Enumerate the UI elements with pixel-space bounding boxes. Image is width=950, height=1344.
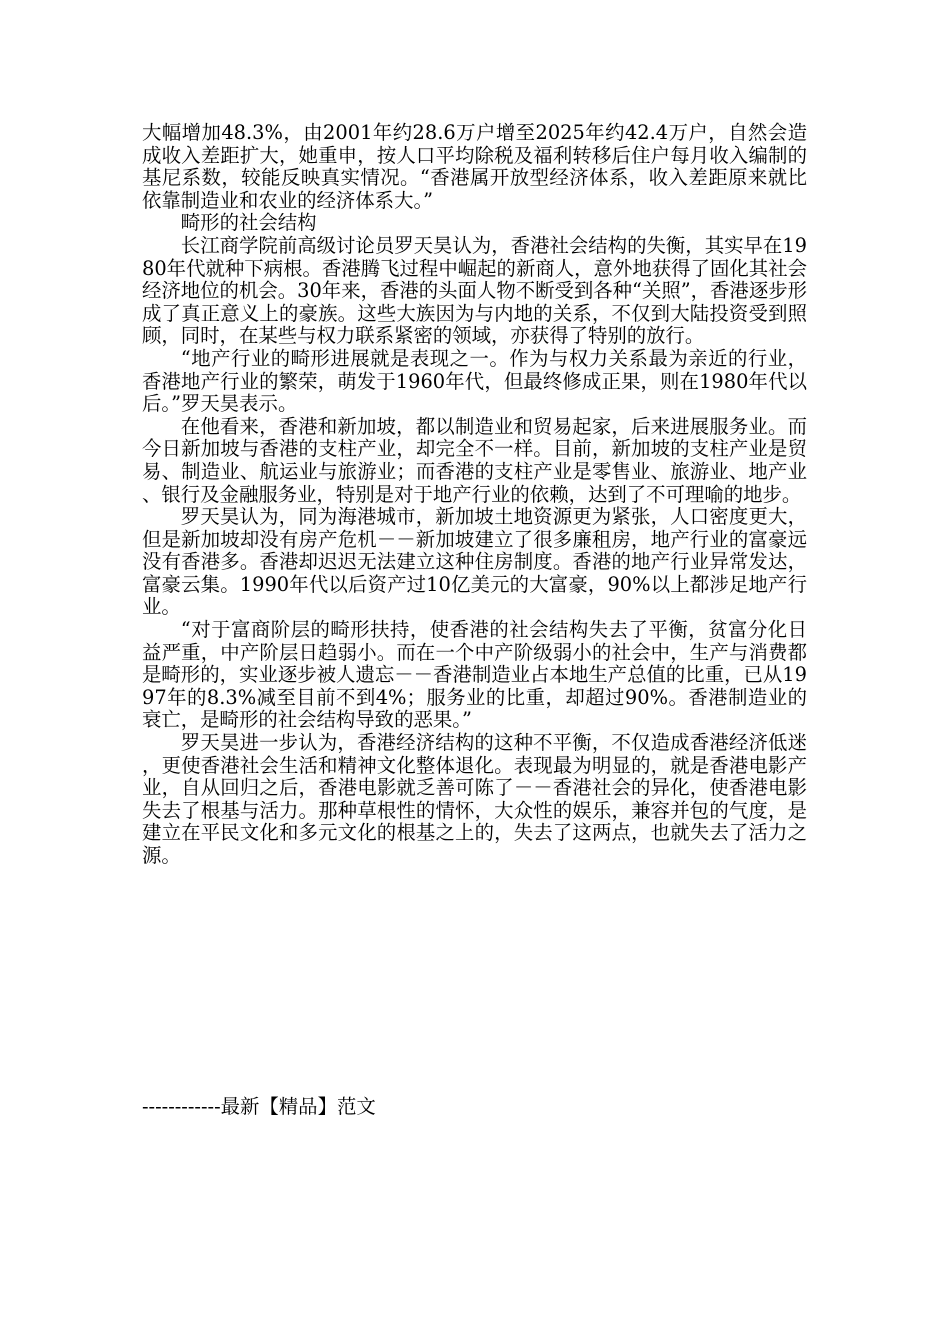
- paragraph: “地产行业的畸形进展就是表现之一。作为与权力关系最为亲近的行业，香港地产行业的繁荣，萌发于1960年代，但最终修成正果，则在1980年代以后。”罗天昊表示。: [142, 346, 807, 416]
- section-heading: 畸形的社会结构: [180, 211, 317, 235]
- paragraph: 罗天昊认为，同为海港城市，新加坡土地资源更为紧张，人口密度更大，但是新加坡却没有房产危机－－新加坡建立了很多廉租房，地产行业的富豪远没有香港多。香港却迟迟无法建立这种住房制度。香港的地产行业异常发达，富豪云集。1990年代以后资产过10亿美元的大富豪，90%以上都涉足地产行业。: [142, 505, 807, 619]
- paragraph: 在他看来，香港和新加坡，都以制造业和贸易起家，后来进展服务业。而今日新加坡与香港的支柱产业，却完全不一样。目前，新加坡的支柱产业是贸易、制造业、航运业与旅游业；而香港的支柱产业是零售业、旅游业、地产业、银行及金融服务业，特别是对于地产行业的依赖，达到了不可理喻的地步。: [142, 414, 807, 506]
- paragraph: 长江商学院前高级讨论员罗天昊认为，香港社会结构的失衡，其实早在1980年代就种下病根。香港腾飞过程中崛起的新商人，意外地获得了固化其社会经济地位的机会。30年来，香港的头面人物不断受到各种“关照”，香港逐步形成了真正意义上的豪族。这些大族因为与内地的关系，不仅到大陆投资受到照顾，同时，在某些与权力联系紧密的领域，亦获得了特别的放行。: [142, 233, 807, 348]
- footer-text: ------------最新【精品】范文: [142, 1095, 376, 1118]
- paragraph: 罗天昊进一步认为，香港经济结构的这种不平衡，不仅造成香港经济低迷，更使香港社会生活和精神文化整体退化。表现最为明显的，就是香港电影产业，自从回归之后，香港电影就乏善可陈了－－香港社会的异化，使香港电影失去了根基与活力。那种草根性的情怀，大众性的娱乐，兼容并包的气度，是建立在平民文化和多元文化的根基之上的，失去了这两点，也就失去了活力之源。: [142, 731, 807, 867]
- paragraph: “对于富商阶层的畸形扶持，使香港的社会结构失去了平衡，贫富分化日益严重，中产阶层日趋弱小。而在一个中产阶级弱小的社会中，生产与消费都是畸形的，实业逐步被人遗忘－－香港制造业占本地生产总值的比重，已从1997年的8.3%减至目前不到4%；服务业的比重，却超过90%。香港制造业的衰亡，是畸形的社会结构导致的恶果。”: [142, 618, 807, 732]
- paragraph: 大幅增加48.3%，由2001年约28.6万户增至2025年约42.4万户，自然会造成收入差距扩大，她重申，按人口平均除税及福利转移后住户每月收入编制的基尼系数，较能反映真实情况。“香港属开放型经济体系，收入差距原来就比依靠制造业和农业的经济体系大。”: [142, 121, 807, 212]
- document-body: [142, 122, 807, 868]
